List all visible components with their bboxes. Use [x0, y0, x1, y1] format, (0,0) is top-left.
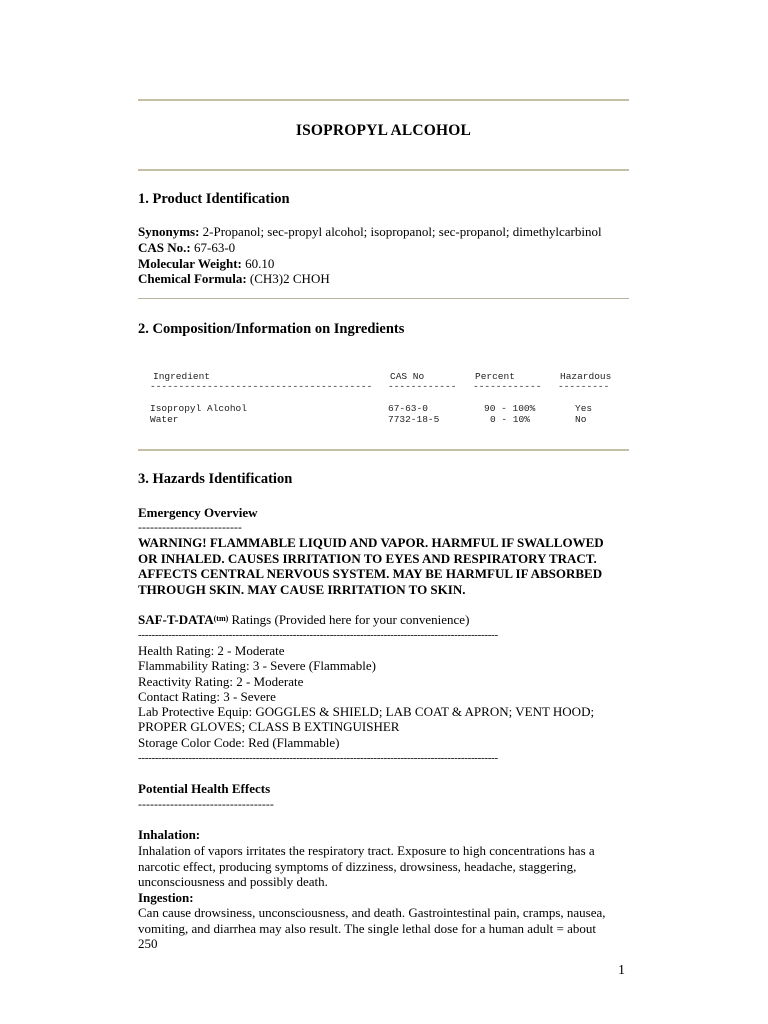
table-cell: No	[575, 414, 587, 425]
synonyms-line	[138, 224, 602, 240]
health-effects-heading: Potential Health Effects	[138, 781, 271, 796]
section1-heading: 1. Product Identification	[138, 191, 290, 207]
title-rule	[138, 169, 629, 171]
mw-label: Molecular Weight:	[138, 256, 242, 271]
mw-line	[138, 256, 274, 272]
table-dashes: ---------------------------------------	[150, 381, 373, 392]
saf-t-data-label: SAF-T-DATA	[138, 612, 214, 627]
rating-line: Reactivity Rating: 2 - Moderate	[138, 674, 304, 689]
page-number: 1	[618, 963, 625, 978]
rating-line: Contact Rating: 3 - Severe	[138, 689, 276, 704]
mw-value: 60.10	[241, 256, 275, 271]
synonyms-value: 2-Propanol; sec-propyl alcohol; isopropanol; sec-propanol; dimethylcarbinol	[199, 224, 602, 239]
trademark-sup: (tm)	[213, 614, 229, 623]
cas-line	[138, 240, 235, 256]
section1-rule	[138, 298, 629, 299]
table-cell: Yes	[575, 403, 593, 414]
ingestion-heading: Ingestion:	[138, 890, 194, 905]
section2-heading: 2. Composition/Information on Ingredients	[138, 321, 405, 337]
table-cell: 67-63-0	[388, 403, 428, 414]
synonyms-label: Synonyms:	[138, 224, 200, 239]
formula-label: Chemical Formula:	[138, 271, 247, 286]
ratings-dashes-top: -----------------------------------------------------------------------------------------------------------	[138, 629, 498, 641]
rating-line: Lab Protective Equip: GOGGLES & SHIELD; LAB COAT & APRON; VENT HOOD;	[138, 704, 595, 719]
saf-t-data-line	[138, 612, 469, 628]
inhalation-text: Inhalation of vapors irritates the respiratory tract. Exposure to high concentrations has a narcotic effect, producing symptoms of dizziness, drowsiness, headache, staggering, unconsciousness and possibly death.	[138, 843, 595, 889]
emergency-dashes: --------------------------	[138, 520, 242, 534]
cas-label: CAS No.:	[138, 240, 191, 255]
table-header-ingredient: Ingredient	[153, 371, 211, 382]
table-dashes: ------------	[388, 381, 457, 392]
table-header-cas: CAS No	[390, 371, 425, 382]
table-header-percent: Percent	[475, 371, 515, 382]
health-effects-dashes: ----------------------------------	[138, 797, 274, 811]
table-dashes: ------------	[473, 381, 542, 392]
table-cell: Water	[150, 414, 179, 425]
rating-line: PROPER GLOVES; CLASS B EXTINGUISHER	[138, 719, 400, 734]
top-rule	[138, 99, 629, 101]
warning-text: WARNING! FLAMMABLE LIQUID AND VAPOR. HARMFUL IF SWALLOWED OR INHALED. CAUSES IRRITATION TO EYES AND RESPIRATORY TRACT. AFFECTS CENTRAL NERVOUS SYSTEM. MAY BE HARMFUL IF ABSORBED THROUGH SKIN. MAY CAUSE IRRITATION TO SKIN.	[138, 535, 604, 597]
rating-line: Health Rating: 2 - Moderate	[138, 643, 285, 658]
saf-t-data-rest: Ratings (Provided here for your convenience)	[228, 612, 470, 627]
table-cell: 0 - 10%	[490, 414, 530, 425]
section3-heading: 3. Hazards Identification	[138, 471, 293, 487]
rating-line: Flammability Rating: 3 - Severe (Flammable)	[138, 658, 376, 673]
document-title: ISOPROPYL ALCOHOL	[295, 122, 472, 139]
formula-value: (CH3)2 CHOH	[246, 271, 330, 286]
table-cell: 90 - 100%	[484, 403, 536, 414]
inhalation-heading: Inhalation:	[138, 827, 201, 842]
section2-rule	[138, 449, 629, 451]
table-cell: Isopropyl Alcohol	[150, 403, 247, 414]
table-cell: 7732-18-5	[388, 414, 440, 425]
ingestion-text: Can cause drowsiness, unconsciousness, and death. Gastrointestinal pain, cramps, nausea, vomiting, and diarrhea may also result. The single lethal dose for a human adult = about 250	[138, 905, 606, 951]
rating-line: Storage Color Code: Red (Flammable)	[138, 735, 340, 750]
ratings-dashes-bottom: -----------------------------------------------------------------------------------------------------------	[138, 752, 498, 764]
table-dashes: ---------	[558, 381, 610, 392]
table-header-hazardous: Hazardous	[560, 371, 612, 382]
cas-value: 67-63-0	[190, 240, 236, 255]
emergency-overview-heading: Emergency Overview	[138, 505, 258, 520]
formula-line	[138, 271, 330, 287]
